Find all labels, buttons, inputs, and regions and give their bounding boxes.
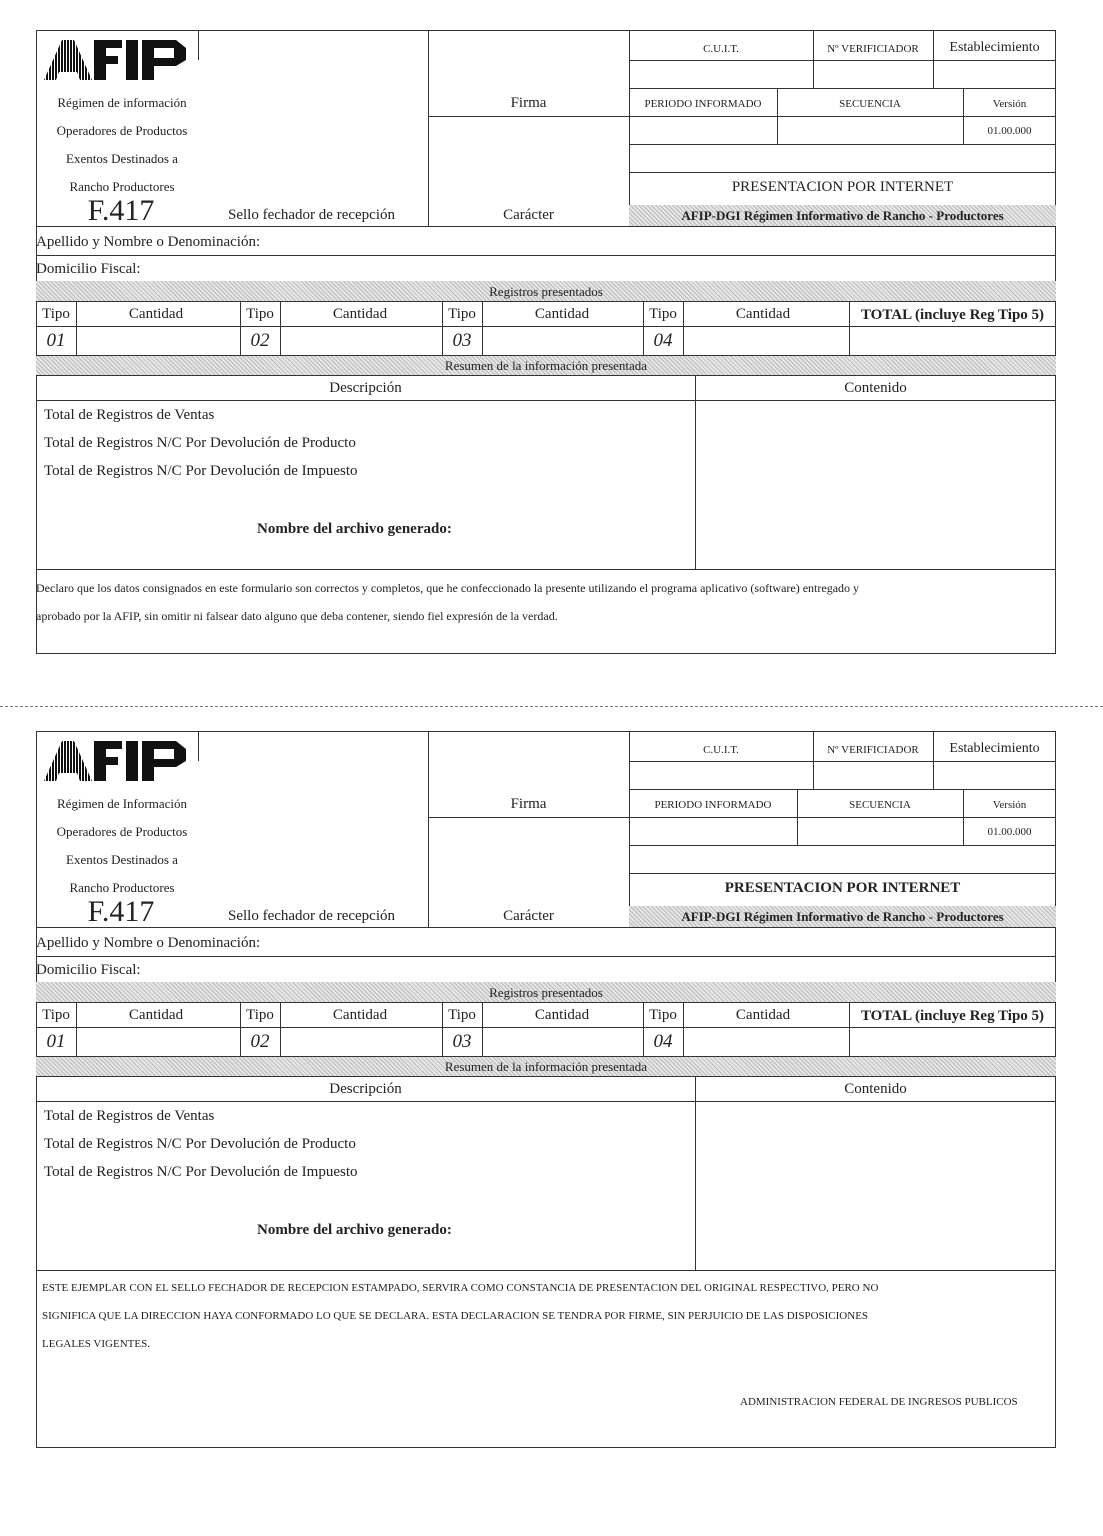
cantidad-field[interactable] <box>77 1028 237 1055</box>
summary-item: Total de Registros de Ventas <box>44 1108 215 1124</box>
summary-item: Total de Registros N/C Por Devolución de Impuesto <box>44 463 358 479</box>
row-line <box>36 226 1056 227</box>
archivo-field[interactable] <box>476 516 686 540</box>
footer-signature: ADMINISTRACION FEDERAL DE INGRESOS PUBLICOS <box>740 1396 1018 1408</box>
grid-line <box>695 1076 696 1270</box>
tipo-value: 03 <box>452 1031 472 1052</box>
grid-line <box>933 30 934 88</box>
grid-line <box>629 144 1056 145</box>
contenido-header: Contenido <box>844 380 907 396</box>
summary-item: Total de Registros N/C Por Devolución de Producto <box>44 435 356 451</box>
presentacion-label: PRESENTACION POR INTERNET <box>731 179 954 195</box>
cantidad-label: Cantidad <box>332 306 388 322</box>
presentacion-label: PRESENTACION POR INTERNET <box>724 880 961 896</box>
form-number: F.417 <box>87 194 155 227</box>
domicilio-label: Domicilio Fiscal: <box>36 261 141 277</box>
afip-form-1 <box>36 30 1056 654</box>
cantidad-field[interactable] <box>684 327 844 354</box>
summary-item: Total de Registros N/C Por Devolución de Impuesto <box>44 1164 358 1180</box>
descripcion-header: Descripción <box>329 380 402 396</box>
descripcion-header: Descripción <box>329 1081 402 1097</box>
grid-line <box>933 731 934 789</box>
regimen-line: Rancho Productores <box>69 880 175 895</box>
grid-line <box>629 116 1056 117</box>
caracter-label: Carácter <box>503 908 554 924</box>
tipo-label: Tipo <box>448 306 476 322</box>
row-line <box>36 1002 1056 1003</box>
cantidad-field[interactable] <box>281 327 441 354</box>
cantidad-field[interactable] <box>281 1028 441 1055</box>
tipo-value: 02 <box>250 1031 270 1052</box>
archivo-label: Nombre del archivo generado: <box>257 521 452 537</box>
row-line <box>36 1270 1056 1271</box>
version-label: Versión <box>992 98 1027 110</box>
divider <box>428 817 629 818</box>
cantidad-field[interactable] <box>684 1028 844 1055</box>
footer-text: ESTE EJEMPLAR CON EL SELLO FECHADOR DE RECEPCION ESTAMPADO, SERVIRA COMO CONSTANCIA DE PRESENTACION DEL ORIGINAL RESPECTIVO, PERO NO <box>42 1282 879 1294</box>
summary-item: Total de Registros de Ventas <box>44 407 215 423</box>
regimen-line: Operadores de Productos <box>56 824 188 839</box>
grid-line <box>777 88 778 144</box>
cantidad-label: Cantidad <box>534 1007 590 1023</box>
tipo-label: Tipo <box>42 306 70 322</box>
caracter-label: Carácter <box>503 207 554 223</box>
sello-label: Sello fechador de recepción <box>228 908 395 924</box>
footer-text: Declaro que los datos consignados en este formulario son correctos y completos, que he confeccionado la presente utilizando el programa aplicativo (software) entregado y <box>36 581 860 595</box>
grid-line <box>629 60 1056 61</box>
summary-item: Total de Registros N/C Por Devolución de Producto <box>44 1136 356 1152</box>
total-label: TOTAL (incluye Reg Tipo 5) <box>860 1008 1045 1024</box>
regimen-line: Operadores de Productos <box>56 123 188 138</box>
divider <box>198 731 199 761</box>
row-line <box>36 375 1056 376</box>
cantidad-field[interactable] <box>483 327 643 354</box>
grid-line <box>629 761 1056 762</box>
cut-line <box>0 706 1103 707</box>
periodo-label: PERIODO INFORMADO <box>654 799 772 811</box>
tipo-label: Tipo <box>649 306 677 322</box>
grid-line <box>629 789 1056 790</box>
divider <box>428 731 429 927</box>
cantidad-label: Cantidad <box>735 306 791 322</box>
grid-line <box>629 817 1056 818</box>
apellido-label: Apellido y Nombre o Denominación: <box>36 935 261 951</box>
cantidad-label: Cantidad <box>534 306 590 322</box>
grid-line <box>629 88 1056 89</box>
sello-label: Sello fechador de recepción <box>228 207 395 223</box>
firma-label: Firma <box>510 95 547 111</box>
grid-line <box>629 845 1056 846</box>
domicilio-label: Domicilio Fiscal: <box>36 962 141 978</box>
total-field[interactable] <box>850 327 1055 354</box>
grid-line <box>813 30 814 88</box>
afip-logo <box>40 34 196 84</box>
regimen-line: Exentos Destinados a <box>66 852 178 867</box>
total-field[interactable] <box>850 1028 1055 1055</box>
registros-title: Registros presentados <box>489 985 603 1000</box>
registros-title: Registros presentados <box>489 284 603 299</box>
banner-text: AFIP-DGI Régimen Informativo de Rancho - Productores <box>681 909 1004 924</box>
footer-text: aprobado por la AFIP, sin omitir ni falsear dato alguno que deba contener, siendo fiel expresión de la verdad. <box>36 609 558 623</box>
tipo-value: 01 <box>46 1031 66 1052</box>
afip-form-2 <box>36 731 1056 1448</box>
verificador-label: Nº VERIFICIADOR <box>827 43 919 55</box>
regimen-line: Exentos Destinados a <box>66 151 178 166</box>
tipo-value: 01 <box>46 330 66 351</box>
grid-line <box>797 789 798 845</box>
grid-line <box>813 731 814 789</box>
periodo-label: PERIODO INFORMADO <box>644 98 762 110</box>
secuencia-label: SECUENCIA <box>839 98 901 110</box>
row-line <box>36 1056 1056 1057</box>
row-line <box>36 956 1056 957</box>
row-line <box>36 569 1056 570</box>
cuit-label: C.U.I.T. <box>703 744 739 756</box>
tipo-label: Tipo <box>42 1007 70 1023</box>
archivo-field[interactable] <box>476 1217 686 1241</box>
cantidad-label: Cantidad <box>735 1007 791 1023</box>
verificador-label: Nº VERIFICIADOR <box>827 744 919 756</box>
grid-line <box>629 873 1056 874</box>
contenido-header: Contenido <box>844 1081 907 1097</box>
tipo-value: 04 <box>653 330 673 351</box>
regimen-line: Régimen de información <box>57 95 187 110</box>
tipo-label: Tipo <box>246 1007 274 1023</box>
tipo-value: 02 <box>250 330 270 351</box>
archivo-label: Nombre del archivo generado: <box>257 1222 452 1238</box>
cantidad-label: Cantidad <box>128 1007 184 1023</box>
row-line <box>36 255 1056 256</box>
row-line <box>36 400 1056 401</box>
footer-text: SIGNIFICA QUE LA DIRECCION HAYA CONFORMADO LO QUE SE DECLARA. ESTA DECLARACION SE TENDRA POR FIRME, SIN PERJUICIO DE LAS DISPOSICIONES <box>42 1310 869 1322</box>
divider <box>198 30 199 60</box>
resumen-title: Resumen de la información presentada <box>444 1059 648 1074</box>
tipo-value: 03 <box>452 330 472 351</box>
resumen-title: Resumen de la información presentada <box>444 358 648 373</box>
grid-line <box>695 375 696 569</box>
row-line <box>36 301 1056 302</box>
row-line <box>36 1101 1056 1102</box>
regimen-line: Rancho Productores <box>69 179 175 194</box>
row-line <box>36 355 1056 356</box>
establecimiento-label: Establecimiento <box>949 40 1040 55</box>
cantidad-field[interactable] <box>77 327 237 354</box>
divider <box>428 116 629 117</box>
secuencia-label: SECUENCIA <box>849 799 911 811</box>
firma-label: Firma <box>510 796 547 812</box>
form-number: F.417 <box>87 895 155 928</box>
tipo-label: Tipo <box>246 306 274 322</box>
version-value: 01.00.000 <box>987 826 1032 838</box>
cantidad-label: Cantidad <box>332 1007 388 1023</box>
footer-text: LEGALES VIGENTES. <box>42 1338 150 1350</box>
row-line <box>36 927 1056 928</box>
total-label: TOTAL (incluye Reg Tipo 5) <box>860 307 1045 323</box>
cantidad-field[interactable] <box>483 1028 643 1055</box>
cuit-label: C.U.I.T. <box>703 43 739 55</box>
tipo-label: Tipo <box>649 1007 677 1023</box>
regimen-line: Régimen de Información <box>57 796 187 811</box>
tipo-value: 04 <box>653 1031 673 1052</box>
cantidad-label: Cantidad <box>128 306 184 322</box>
version-label: Versión <box>992 799 1027 811</box>
afip-logo <box>40 735 196 785</box>
version-value: 01.00.000 <box>987 125 1032 137</box>
tipo-label: Tipo <box>448 1007 476 1023</box>
grid-line <box>629 172 1056 173</box>
apellido-label: Apellido y Nombre o Denominación: <box>36 234 261 250</box>
establecimiento-label: Establecimiento <box>949 741 1040 756</box>
divider <box>428 30 429 226</box>
banner-text: AFIP-DGI Régimen Informativo de Rancho - Productores <box>681 208 1004 223</box>
row-line <box>36 1076 1056 1077</box>
